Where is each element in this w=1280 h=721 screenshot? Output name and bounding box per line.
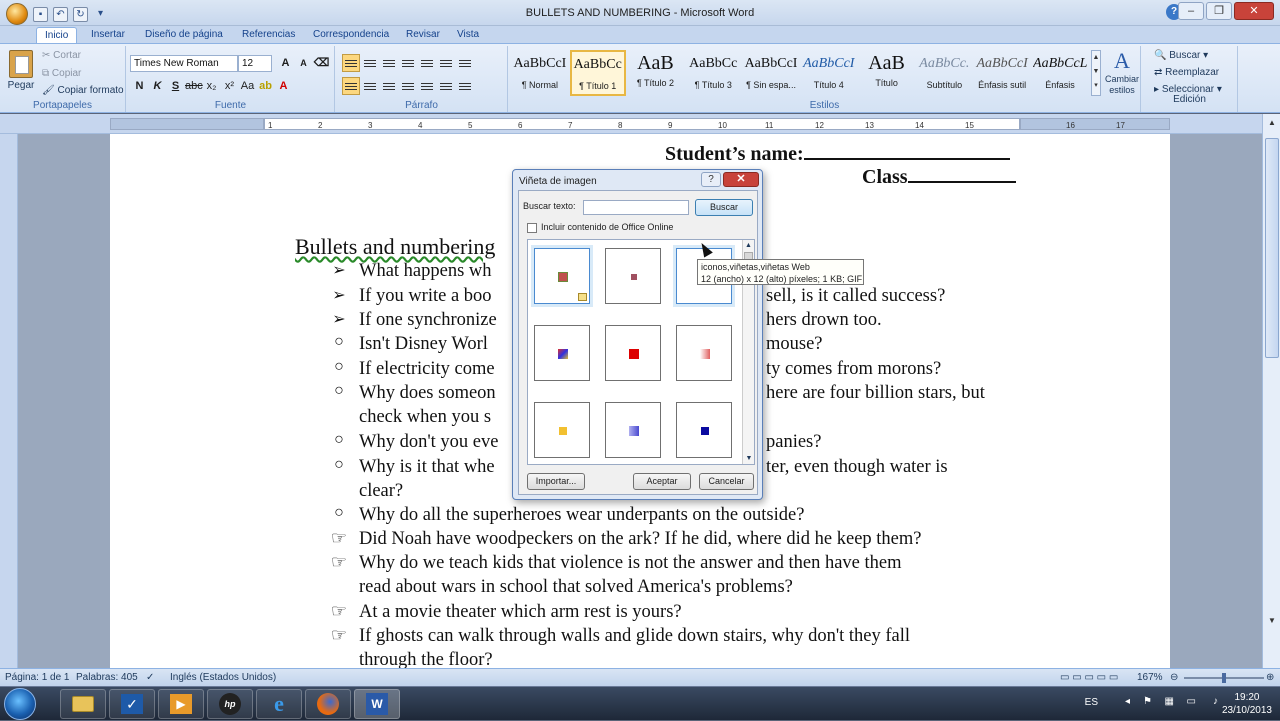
ruler-number: 14 [915,121,924,130]
clipboard-group-label: Portapapeles [33,100,92,111]
style-titulo-3[interactable] [685,50,741,96]
firefox-icon [317,693,339,715]
ruler-text-area [264,118,1020,130]
status-bar [0,668,1280,686]
list-item-continuation: check when you s [359,407,492,427]
ribbon [0,43,1280,113]
minimize-button[interactable]: – [1178,2,1204,20]
find-button[interactable]: 🔍 Buscar ▾ [1154,50,1209,61]
styles-scroll[interactable]: ▲ ▼ ▾ [1091,50,1101,96]
list-item: Why does someon [359,383,496,403]
ruler-number: 8 [618,121,623,130]
grow-font-button[interactable]: A [281,57,290,69]
clock-time: 19:20 [1234,692,1260,703]
text-fragment: hers drown too. [766,310,882,330]
style-name: Énfasis sutil [978,80,1027,90]
ribbon-tabs [0,26,1280,44]
circle-bullet: ○ [334,382,344,399]
vertical-scrollbar[interactable] [1262,114,1280,668]
office-online-checkbox[interactable] [527,223,537,233]
list-item: Why is it that whe [359,457,495,477]
font-color-button[interactable]: A [279,80,288,92]
arrow-bullet: ➢ [332,287,346,304]
ruler-number: 2 [318,121,323,130]
ruler-number: 10 [718,121,727,130]
hand-bullet: ☞ [330,625,348,645]
zoom-slider-handle[interactable] [1222,673,1226,683]
bullet-image [629,426,639,436]
strikethrough-button[interactable]: abc [185,80,203,92]
font-style-buttons [131,77,292,95]
bullet-image [559,427,567,435]
list-item-continuation: read about wars in school that solved America's problems? [359,577,793,597]
tooltip-keywords: iconos,viñetas,viñetas Web [701,262,810,272]
word-taskbar-button[interactable] [354,689,400,719]
change-styles-label: Cambiar estilos [1105,74,1140,95]
ruler-number: 15 [965,121,974,130]
network-icon[interactable]: ▦ [1164,696,1174,707]
hand-bullet: ☞ [330,601,348,621]
list-item-continuation: through the floor? [359,650,493,668]
ruler-number: 16 [1066,121,1075,130]
list-item: Why do all the superheroes wear underpants on the outside? [359,505,805,525]
decrease-indent-button[interactable] [399,54,417,72]
clipboard-group [0,46,126,112]
customize-chevron-icon[interactable]: ▾ [97,7,104,19]
list-item: If electricity come [359,359,495,379]
format-painter-button[interactable]: 🖌 Copiar formato [42,85,124,96]
redo-icon[interactable]: ↻ [73,7,88,22]
bullet-image [631,274,637,280]
arrow-bullet: ➢ [332,311,346,328]
cancel-button[interactable]: Cancelar [699,473,754,490]
document-heading: Bullets and numbering [295,234,496,259]
start-button[interactable] [4,688,36,720]
align-left-button[interactable] [342,77,360,95]
shading-button[interactable] [437,77,455,95]
bullet-image [701,427,709,435]
show-marks-button[interactable] [456,54,474,72]
list-item: If ghosts can walk through walls and glide down stairs, why don't they fall [359,626,911,646]
style-name: Título 4 [813,80,844,90]
list-item: Isn't Disney Worl [359,334,488,354]
paragraph-group [336,46,508,112]
find-label: Buscar [1169,50,1201,61]
word-count[interactable]: Palabras: 405 [76,672,138,683]
style-sample: AaB [868,52,905,74]
style-name: Título [875,78,898,88]
font-group [127,46,335,112]
ok-button[interactable]: Aceptar [633,473,691,490]
replace-label: Reemplazar [1165,67,1220,78]
undo-icon[interactable]: ↶ [53,7,68,22]
internet-explorer-icon: e [274,691,284,716]
bullets-button[interactable] [342,54,360,72]
highlight-button[interactable]: ab [259,80,272,92]
bullet-image [558,349,568,359]
style-sample: AaBbCcI [803,56,855,71]
tray-arrow-icon[interactable]: ◂ [1124,696,1130,707]
text-fragment: ty comes from morons? [766,359,942,379]
justify-button[interactable] [399,77,417,95]
hp-icon: hp [219,693,241,715]
office-online-label: Incluir contenido de Office Online [541,222,674,232]
font-size-buttons [277,54,330,72]
tasks-taskbar-button[interactable] [109,689,155,719]
list-item: If you write a boo [359,286,492,306]
tab-vista[interactable]: Vista [457,29,480,40]
replace-button[interactable]: ⇄ Reemplazar [1154,67,1220,78]
save-icon[interactable]: ▪ [33,7,48,22]
list-item: At a movie theater which arm rest is yours? [359,602,682,622]
word-icon: W [366,693,388,715]
vertical-ruler[interactable] [0,134,18,668]
style-name: Énfasis [1045,80,1075,90]
paste-button[interactable] [4,48,38,100]
search-text-label: Buscar texto: [523,201,576,211]
style-titulo[interactable] [859,50,915,96]
font-group-label: Fuente [214,100,247,111]
style-name: ¶ Título 3 [694,80,732,90]
grid-scroll-down-arrow[interactable]: ▼ [745,455,753,462]
multilevel-list-button[interactable] [380,54,398,72]
ruler-number: 6 [518,121,523,130]
flag-icon[interactable]: ⚑ [1143,696,1152,707]
class-field [862,165,1016,189]
circle-bullet: ○ [334,431,344,448]
bullet-option[interactable] [676,325,732,381]
help-icon[interactable]: ? [1166,4,1182,20]
ruler-number: 4 [418,121,423,130]
editing-group-label: Edición [1173,94,1206,105]
text-fragment: sell, is it called success? [766,286,946,306]
format-painter-label: Copiar formato [57,85,124,96]
text-fragment: here are four billion stars, but [766,383,985,403]
clear-format-button[interactable]: ⌫ [313,57,330,69]
style-enfasis[interactable] [1032,50,1088,96]
change-case-button[interactable]: Aa [240,80,255,92]
style-sample: AaBbCc [689,56,738,71]
picture-bullet-dialog [512,169,763,500]
clipboard-icon [9,50,33,78]
cut-label: Cortar [53,50,81,61]
bullet-option[interactable] [534,402,590,458]
ruler-left-margin [110,118,264,130]
tab-diseno[interactable]: Diseño de página [145,29,223,40]
bullet-tooltip [697,259,864,285]
sort-button[interactable] [437,54,455,72]
proofing-icon[interactable]: ✓ [146,672,155,683]
text-fragment: panies? [766,432,822,452]
bullet-option[interactable] [605,248,661,304]
ruler-number: 11 [765,121,774,130]
bullet-option[interactable] [605,402,661,458]
dialog-help-button[interactable]: ? [701,172,721,187]
hand-bullet: ☞ [330,552,348,572]
style-titulo-4[interactable] [801,50,857,96]
thumbnail-badge-icon [578,293,587,301]
style-sample: AaB [637,52,674,74]
style-name: ¶ Normal [521,80,559,90]
explorer-taskbar-button[interactable] [60,689,106,719]
bullet-image [700,349,710,359]
increase-indent-button[interactable] [418,54,436,72]
zoom-level[interactable]: 167% [1137,672,1163,683]
horizontal-ruler[interactable] [0,114,1280,134]
styles-gallery [512,50,1088,96]
dialog-close-button[interactable]: ✕ [723,172,759,187]
zoom-in-icon[interactable]: ⊕ [1266,672,1275,683]
zoom-slider[interactable] [1184,677,1264,679]
bullet-option[interactable] [534,248,590,304]
list-item: What happens wh [359,261,492,281]
bullet-option[interactable] [605,325,661,381]
checkmark-icon: ✓ [121,694,143,714]
text-fragment: ter, even though water is [766,457,948,477]
style-sample: AaBbCc. [919,56,970,71]
style-sample: AaBbCc [573,57,622,72]
maximize-button[interactable]: ❐ [1206,2,1232,20]
list-buttons [342,54,474,72]
hand-bullet: ☞ [330,528,348,548]
search-text-input[interactable] [583,200,689,215]
grid-scroll-up-arrow[interactable]: ▲ [745,242,752,249]
ruler-number: 17 [1116,121,1125,130]
hp-taskbar-button[interactable] [207,689,253,719]
clock-date: 23/10/2013 [1221,705,1272,716]
search-button[interactable]: Buscar [695,199,753,216]
tab-revisar[interactable]: Revisar [406,29,440,40]
zoom-out-icon[interactable]: ⊖ [1170,672,1179,683]
editing-group [1142,46,1238,112]
change-styles-icon: A [1114,48,1130,73]
paragraph-group-label: Párrafo [405,100,438,111]
shrink-font-button[interactable]: A [300,58,307,68]
style-sample: AaBbCcI [513,56,567,71]
bullet-option[interactable] [676,402,732,458]
import-button[interactable]: Importar... [527,473,585,490]
style-sample: AaBbCcI [976,56,1028,71]
styles-group [509,46,1141,112]
ruler-number: 9 [668,121,673,130]
title-bar [0,0,1280,26]
copy-label: Copiar [51,68,82,79]
ruler-number: 13 [865,121,874,130]
circle-bullet: ○ [334,333,344,350]
tab-correspondencia[interactable]: Correspondencia [313,29,390,40]
numbering-button[interactable] [361,54,379,72]
list-item-continuation: clear? [359,481,404,501]
firefox-taskbar-button[interactable] [305,689,351,719]
ie-taskbar-button[interactable] [256,689,302,719]
class-label: Class [862,166,908,188]
volume-icon[interactable]: ♪ [1213,696,1218,707]
circle-bullet: ○ [334,456,344,473]
clock[interactable] [1222,691,1272,717]
bullet-image [629,349,639,359]
circle-bullet: ○ [334,358,344,375]
style-name: ¶ Título 1 [579,81,617,91]
page-count[interactable]: Página: 1 de 1 [5,672,70,683]
input-language[interactable]: ES [1084,697,1098,708]
dialog-body [518,190,758,495]
text-fragment: mouse? [766,334,823,354]
copy-button[interactable]: ⧉ Copiar [42,68,82,79]
view-buttons[interactable]: ▭ ▭ ▭ ▭ ▭ [1060,672,1119,683]
dialog-title: Viñeta de imagen [519,176,597,187]
underline-button[interactable]: S [171,80,180,92]
tooltip-details: 12 (ancho) x 12 (alto) píxeles; 1 KB; GIF [701,274,863,284]
style-titulo-2[interactable] [628,50,684,96]
taskbar [0,686,1280,720]
class-line [908,165,1016,183]
select-label: Seleccionar [1161,84,1215,95]
style-name: ¶ Sin espa... [746,80,796,90]
style-sin-espaciado[interactable] [743,50,799,96]
alignment-buttons [342,77,474,95]
tab-inicio[interactable]: Inicio [36,27,77,44]
line-spacing-button[interactable] [418,77,436,95]
ruler-number: 3 [368,121,373,130]
student-name-label: Student’s name: [665,143,804,165]
play-icon: ▶ [170,694,192,714]
scroll-thumb[interactable] [1265,138,1279,358]
subscript-button[interactable]: x₂ [206,80,217,92]
scroll-up-arrow[interactable]: ▲ [1268,118,1276,127]
tab-referencias[interactable]: Referencias [242,29,296,40]
list-item: Did Noah have woodpeckers on the ark? If he did, where did he keep them? [359,529,922,549]
italic-button[interactable]: K [153,80,162,92]
bullet-image [558,272,568,282]
style-sample: AaBbCcI [744,56,798,71]
style-name: ¶ Título 2 [636,78,675,88]
scroll-down-arrow[interactable]: ▼ [1268,616,1276,625]
paste-label: Pegar [7,80,35,91]
tab-insertar[interactable]: Insertar [91,29,125,40]
language-indicator[interactable]: Inglés (Estados Unidos) [170,672,277,683]
align-center-button[interactable] [361,77,379,95]
student-name-field [665,142,1010,166]
window-title: BULLETS AND NUMBERING - Microsoft Word [525,7,755,19]
arrow-bullet: ➢ [332,262,346,279]
close-button[interactable]: ✕ [1234,2,1274,20]
style-sample: AaBbCcL [1033,56,1088,71]
font-size-select[interactable]: 12 [238,55,272,72]
list-item: Why do we teach kids that violence is not the answer and then have them [359,553,902,573]
cut-button[interactable]: ✂ Cortar [42,50,81,61]
ruler-number: 7 [568,121,573,130]
style-normal[interactable] [512,50,568,96]
window-controls [1178,2,1274,20]
list-item: Why don't you eve [359,432,499,452]
media-taskbar-button[interactable] [158,689,204,719]
font-name-select[interactable]: Times New Roman [130,55,238,72]
student-name-line [804,142,1010,160]
style-titulo-1[interactable] [570,50,626,96]
circle-bullet: ○ [334,504,344,521]
style-enfasis-sutil[interactable] [974,50,1030,96]
list-item: If one synchronize [359,310,497,330]
ruler-right-margin [1020,118,1170,130]
select-button[interactable]: ▸ Seleccionar ▾ [1154,84,1222,95]
styles-group-label: Estilos [809,100,840,111]
align-right-button[interactable] [380,77,398,95]
style-subtitulo[interactable] [916,50,972,96]
change-styles-button[interactable] [1105,48,1139,96]
ruler-number: 5 [468,121,473,130]
borders-button[interactable] [456,77,474,95]
bold-button[interactable]: N [135,80,144,92]
folder-icon [72,696,94,712]
superscript-button[interactable]: x² [224,80,235,92]
battery-icon[interactable]: ▭ [1186,696,1196,707]
ruler-number: 1 [268,121,273,130]
style-name: Subtítulo [926,80,963,90]
bullet-option[interactable] [534,325,590,381]
ruler-number: 12 [815,121,824,130]
